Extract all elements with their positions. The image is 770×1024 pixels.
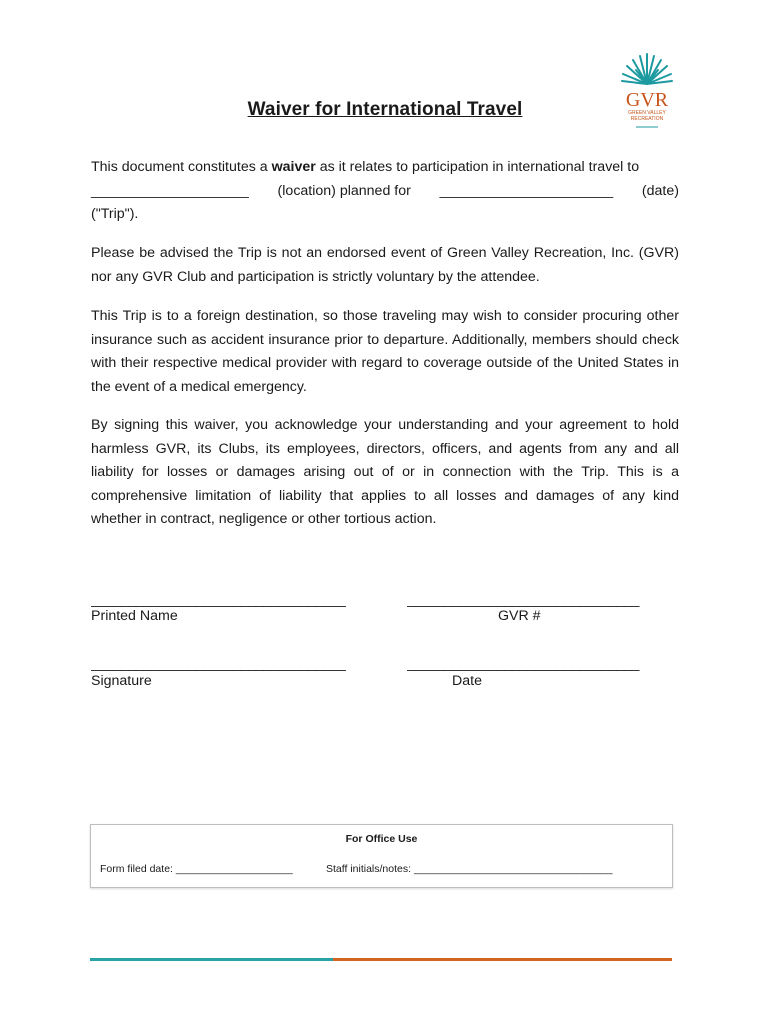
insurance-paragraph: This Trip is to a foreign destination, so those traveling may wish to consider procuring other insurance such as accident insurance prior to departure. Additionally, members should check with their respective medical provider with regard to coverage outside of the United States in the event of a medical emergency. [91,308,679,395]
date-line[interactable]: _______________________________ [407,655,640,671]
page-title: Waiver for International Travel [247,99,523,120]
footer-bar-orange [333,958,672,961]
date-label: (date) [641,182,679,199]
office-use-box [90,824,673,888]
endorsement-paragraph: Please be advised the Trip is not an endorsed event of Green Valley Recreation, Inc. (GVR) nor any GVR Club and participation is strictly voluntary by the attendee. [91,245,679,285]
location-blank[interactable]: ____________________ [91,182,249,199]
staff-initials-label: Staff initials/notes: [326,863,414,875]
footer-bar-teal [90,958,333,961]
signature-line[interactable]: __________________________________ [91,655,346,671]
date-blank[interactable]: ______________________ [439,182,614,199]
trip-definition: ("Trip"). [91,206,139,222]
liability-paragraph: By signing this waiver, you acknowledge your understanding and your agreement to hold harmless GVR, its Clubs, its employees, directors, officers, and agents from any and all liability for losses or damages arising out of or in connection with the Trip. This is a comprehensive limitation of liability that applies to all losses and damages of any kind whether in contract, negligence or other tortious action. [91,417,679,527]
form-filed-blank[interactable]: ____________________ [175,863,293,875]
form-filed-label: Form filed date: [100,863,176,875]
printed-name-line[interactable]: __________________________________ [91,591,346,607]
office-use-title: For Office Use [345,833,418,845]
intro-paragraph [91,156,679,227]
printed-name-label: Printed Name [91,608,178,624]
date-label-sig: Date [452,673,482,689]
form-filed-date [100,863,293,875]
staff-initials-blank[interactable]: __________________________________ [413,863,613,875]
waiver-bold: waiver [271,159,316,175]
location-label: (location) planned for [277,182,411,199]
signature-label: Signature [91,673,152,689]
intro-text-2: as it relates to participation in international travel to [315,159,640,175]
logo-text: GVR [625,89,669,111]
intro-text-1: This document constitutes a [91,159,272,175]
logo-tagline-2: RECREATION [630,116,664,122]
gvr-number-label: GVR # [498,608,541,624]
gvr-number-line[interactable]: _______________________________ [407,591,640,607]
agave-icon [622,54,672,84]
staff-initials [326,863,612,875]
logo-tagline-1: GREEN VALLEY [628,110,666,116]
